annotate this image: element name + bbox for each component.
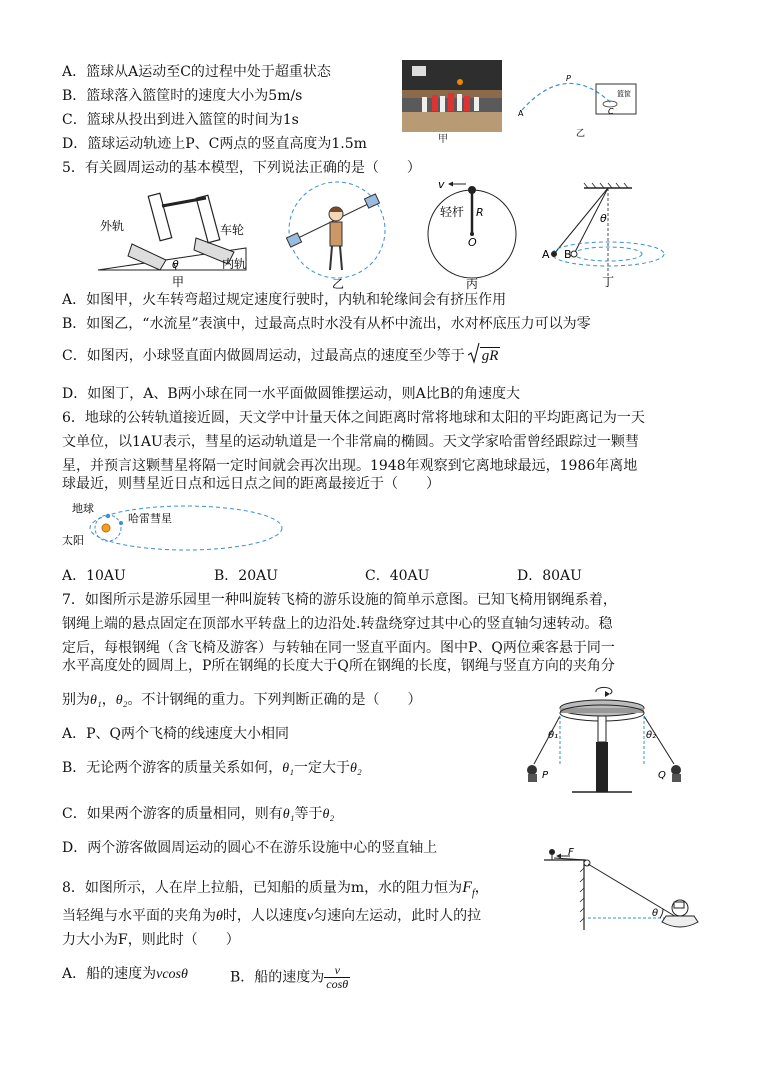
q5-v-label: v bbox=[438, 178, 445, 191]
q7-option-b-theta1: θ₁ bbox=[282, 761, 295, 776]
q7-option-b-b: 一定大于 bbox=[294, 760, 351, 776]
q7-swing-ride-figure bbox=[518, 686, 698, 806]
q5-ding-a: A bbox=[542, 248, 550, 261]
q5-theta-jia: θ bbox=[172, 258, 179, 271]
q8-friction-f: F bbox=[462, 879, 472, 896]
q4-hoop-label: 篮筐 bbox=[617, 90, 631, 98]
q5-option-c bbox=[62, 346, 500, 366]
q5-caption-jia: 甲 bbox=[172, 275, 185, 288]
q5-caption-ding: 丁 bbox=[602, 275, 615, 289]
q6-line-3: 星，并预言这颗彗星将隔一定时间就会再次出现。1948年观察到它离地球最远，1986年离地 bbox=[62, 458, 638, 474]
q6-sun-label: 太阳 bbox=[62, 534, 84, 547]
q7-line-1: 7．如图所示是游乐园里一种叫旋转飞椅的游乐设施的简单示意图。已知飞椅用钢绳系着， bbox=[62, 592, 617, 608]
q7-option-c-theta1: θ₁ bbox=[282, 807, 295, 822]
q6-comet-label: 哈雷彗星 bbox=[128, 512, 172, 525]
q5-option-b: B．如图乙，“水流星”表演中，过最高点时水没有从杯中流出，水对杯底压力可以为零 bbox=[62, 316, 591, 332]
q7-line-4: 水平高度处的圆周上，P所在钢绳的长度大于Q所在钢绳的长度，钢绳与竖直方向的夹角分 bbox=[62, 658, 615, 674]
q5-option-c-text: C．如图丙，小球竖直面内做圆周运动，过最高点的速度至少等于 bbox=[62, 348, 465, 364]
q5-fig-ding bbox=[540, 182, 670, 294]
q5-caption-yi: 乙 bbox=[332, 277, 345, 290]
q8-option-b-denominator: cosθ bbox=[326, 977, 349, 991]
q6-line-2: 文单位，以1AU表示，彗星的运动轨道是一个非常扁的椭圆。天文学家哈雷曾经跟踪过一颗彗 bbox=[62, 434, 639, 450]
q8-line-1-a: 8．如图所示，人在岸上拉船，已知船的质量为m，水的阻力恒为 bbox=[62, 880, 463, 896]
q4-point-a: A bbox=[518, 109, 524, 118]
q5-fig-bing bbox=[420, 178, 524, 294]
q5-theta-ding: θ bbox=[600, 212, 607, 225]
q5-rod-label: 轻杆 bbox=[440, 205, 465, 219]
q4-point-c: C bbox=[608, 107, 614, 116]
q5-outer-rail: 外轨 bbox=[100, 219, 125, 233]
q6-line-4: 球最近，则彗星近日点和远日点之间的距离最接近于（ ） bbox=[62, 476, 440, 492]
q8-line-2-a: 当轻绳与水平面的夹角为 bbox=[62, 908, 216, 924]
q7-option-b-theta2: θ₂ bbox=[350, 761, 362, 776]
q7-option-c-a: C．如果两个游客的质量相同，则有 bbox=[62, 806, 283, 822]
q7-option-a: A．P、Q两个飞椅的线速度大小相同 bbox=[62, 726, 290, 742]
q5-option-c-math: gR bbox=[481, 348, 499, 364]
q5-caption-bing: 丙 bbox=[466, 277, 479, 290]
q7-option-c-b: 等于 bbox=[294, 806, 323, 822]
q8-option-b-fraction bbox=[324, 964, 350, 991]
q8-fig-force: F bbox=[568, 847, 574, 858]
q7-line-5-a: 别为 bbox=[62, 692, 90, 708]
q8-line-2-v: v bbox=[306, 909, 314, 924]
q4-option-c: C．篮球从投出到进入篮筐的时间为1s bbox=[62, 112, 299, 128]
q4-basketball-photo bbox=[402, 60, 502, 145]
q7-option-c bbox=[62, 804, 334, 825]
q5-fig-yi bbox=[282, 178, 392, 294]
q8-friction-sub: f bbox=[471, 887, 475, 899]
q8-option-b bbox=[230, 964, 350, 991]
q8-line-2-b: 时，人以速度 bbox=[222, 908, 307, 924]
q6-orbit-figure bbox=[60, 496, 290, 560]
q5-option-d: D．如图丁，A、B两小球在同一水平面做圆锥摆运动，则A比B的角速度大 bbox=[62, 386, 521, 402]
q5-inner-rail: 内轨 bbox=[222, 257, 247, 271]
q7-option-c-theta2: θ₂ bbox=[322, 807, 335, 822]
q4-point-p: P bbox=[566, 74, 571, 83]
q8-fig-theta: θ bbox=[652, 908, 659, 919]
q8-line-1 bbox=[62, 878, 489, 904]
q4-option-b: B．篮球落入篮筐时的速度大小为5m/s bbox=[62, 88, 303, 104]
q7-option-b bbox=[62, 758, 362, 779]
q8-option-a-text: A．船的速度为 bbox=[62, 966, 157, 982]
q7-fig-p: P bbox=[542, 770, 549, 781]
q7-theta1: θ₁ bbox=[90, 693, 102, 708]
q5-fig-jia bbox=[96, 184, 256, 292]
q7-line-5 bbox=[62, 690, 422, 711]
q7-fig-theta1: θ₁ bbox=[548, 730, 559, 741]
q4-trajectory-diagram bbox=[512, 60, 642, 144]
q5-option-a: A．如图甲，火车转弯超过规定速度行驶时，内轨和轮缘间会有挤压作用 bbox=[62, 292, 507, 308]
q4-option-d: D．篮球运动轨迹上P、C两点的竖直高度为1.5m bbox=[62, 136, 367, 152]
q7-option-b-a: B．无论两个游客的质量关系如何， bbox=[62, 760, 283, 776]
q4-option-a: A．篮球从A运动至C的过程中处于超重状态 bbox=[62, 64, 331, 80]
q7-line-3: 定后，每根钢绳（含飞椅及游客）与转轴在同一竖直平面内。图中P、Q两位乘客悬于同一 bbox=[62, 640, 615, 656]
q5-o-label: O bbox=[468, 236, 477, 249]
q5-ding-b: B bbox=[564, 248, 572, 261]
q5-option-c-sqrt bbox=[468, 346, 501, 366]
q5-r-label: R bbox=[476, 206, 484, 219]
q8-line-2 bbox=[62, 906, 481, 927]
q8-line-2-theta: θ bbox=[216, 909, 223, 924]
q8-option-b-numerator: v bbox=[324, 964, 350, 978]
q6-option-a: A．10AU bbox=[62, 568, 126, 584]
q5-stem: 5．有关圆周运动的基本模型，下列说法正确的是（ ） bbox=[62, 160, 421, 176]
q7-theta2: θ₂ bbox=[115, 693, 128, 708]
q7-fig-q: Q bbox=[658, 770, 666, 781]
q4-fig-label-yi: 乙 bbox=[576, 129, 586, 139]
q6-line-1: 6．地球的公转轨道接近圆，天文学中计量天体之间距离时常将地球和太阳的平均距离记为一天 bbox=[62, 410, 645, 426]
q6-option-b: B．20AU bbox=[214, 568, 279, 584]
q8-option-a-math: vcosθ bbox=[156, 967, 188, 982]
q6-option-c: C．40AU bbox=[365, 568, 430, 584]
q4-fig-label-jia: 甲 bbox=[438, 134, 448, 145]
q7-line-5-sep: ， bbox=[101, 692, 116, 708]
q8-line-2-c: 匀速向左运动，此时人的拉 bbox=[313, 908, 482, 924]
q8-line-1-b: ， bbox=[474, 880, 489, 896]
q7-option-d: D．两个游客做圆周运动的圆心不在游乐设施中心的竖直轴上 bbox=[62, 840, 438, 856]
q7-fig-theta2: θ₂ bbox=[646, 730, 657, 741]
q5-wheel: 车轮 bbox=[220, 223, 245, 237]
q6-option-d: D．80AU bbox=[517, 568, 582, 584]
q8-option-b-text: B．船的速度为 bbox=[230, 969, 325, 986]
q8-line-3: 力大小为F，则此时（ ） bbox=[62, 932, 240, 948]
q8-boat-figure bbox=[540, 846, 700, 940]
q8-option-a bbox=[62, 964, 188, 985]
q7-line-5-b: 。不计钢绳的重力。下列判断正确的是（ ） bbox=[127, 692, 422, 708]
q6-earth-label: 地球 bbox=[72, 502, 94, 515]
q7-line-2: 钢绳上端的悬点固定在顶部水平转盘上的边沿处.转盘绕穿过其中心的竖直轴匀速转动。稳 bbox=[62, 616, 613, 632]
